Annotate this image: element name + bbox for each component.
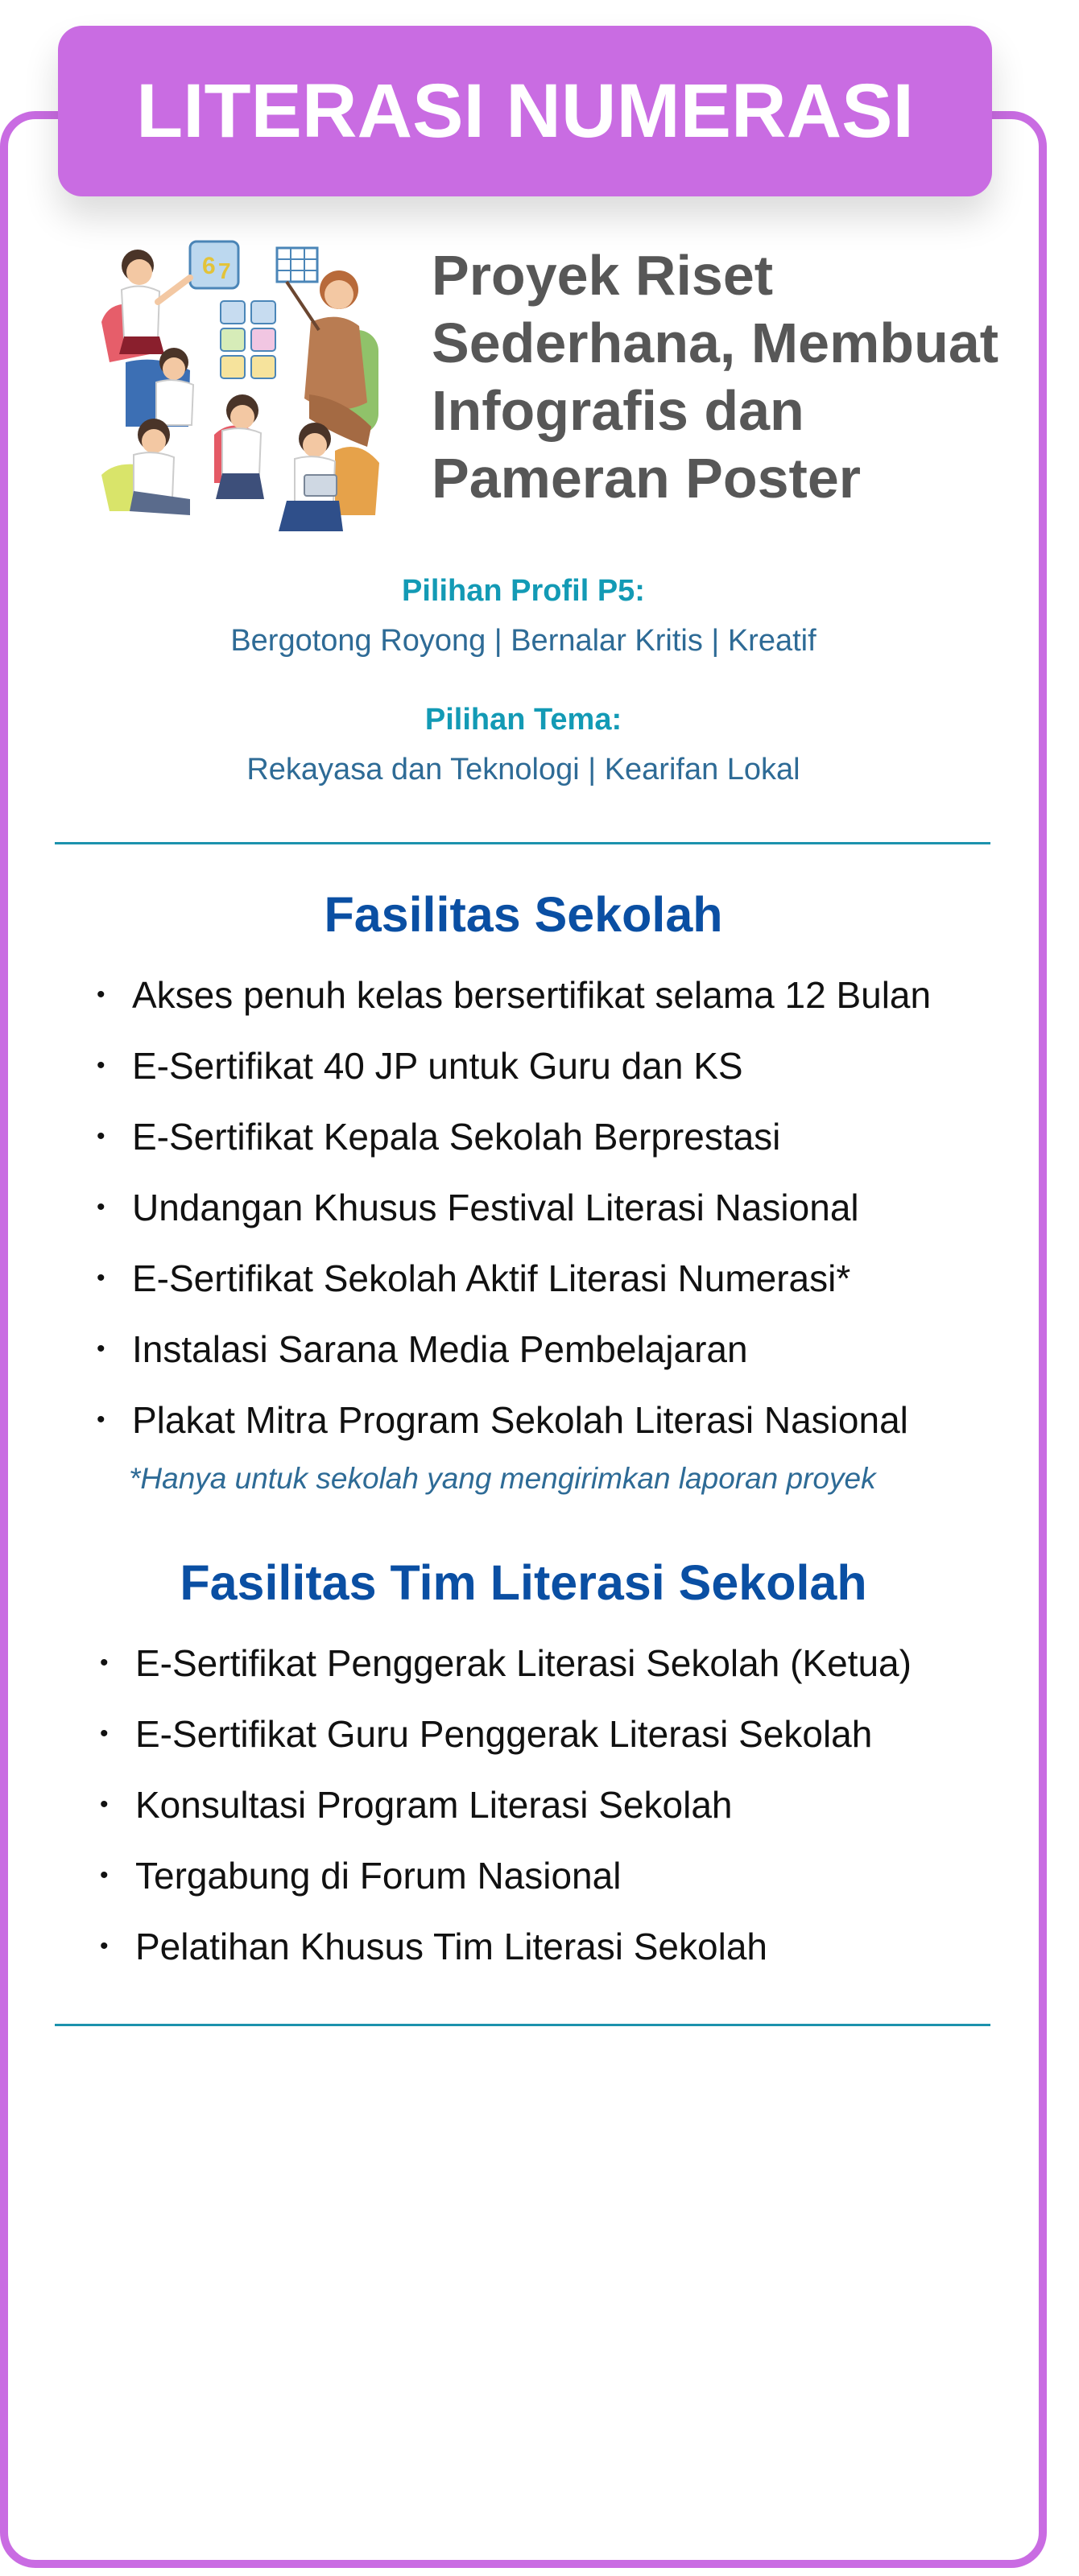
list-item-text: E-Sertifikat 40 JP untuk Guru dan KS [132,1045,743,1087]
list-item [97,1030,931,1101]
project-title [432,242,1044,512]
list-item-text: Akses penuh kelas bersertifikat selama 12 Bulan [132,974,932,1016]
project-title-line: Pameran Poster [432,447,862,510]
list-item-text: E-Sertifikat Sekolah Aktif Literasi Numerasi* [132,1257,851,1299]
bullet-dot: • [100,1720,109,1747]
profile-p5-label: Pilihan Profil P5: [402,574,645,608]
bullet-dot: • [97,1194,105,1220]
list-item [100,1840,912,1911]
fasilitas-tim-title: Fasilitas Tim Literasi Sekolah [180,1555,867,1610]
tema-value: Rekayasa dan Teknologi | Kearifan Lokal [246,753,800,786]
list-item-text: Plakat Mitra Program Sekolah Literasi Nasional [132,1399,908,1441]
list-item [97,1172,931,1243]
bullet-dot: • [100,1791,109,1818]
list-item-text: Konsultasi Program Literasi Sekolah [135,1784,733,1826]
tema-label: Pilihan Tema: [424,703,622,737]
list-item [97,1385,931,1455]
svg-text:7: 7 [218,258,231,283]
list-item [97,1314,931,1385]
list-item [100,1699,912,1769]
list-item-text: Tergabung di Forum Nasional [135,1855,622,1897]
list-item-text: Instalasi Sarana Media Pembelajaran [132,1328,748,1370]
title-banner [58,26,992,196]
bullet-dot: • [97,981,105,1008]
project-title-line: Proyek Riset [432,244,774,307]
list-item-text: Pelatihan Khusus Tim Literasi Sekolah [135,1926,767,1967]
fasilitas-tim-list [100,1628,912,1982]
profile-p5-value: Bergotong Royong | Bernalar Kritis | Kreatif [230,624,816,658]
fasilitas-sekolah-list [97,960,931,1455]
project-title-line: Infografis dan [432,379,804,442]
bullet-dot: • [97,1265,105,1291]
section-divider [55,842,990,844]
list-item-text: E-Sertifikat Kepala Sekolah Berprestasi [132,1116,781,1158]
tema-block [0,699,1047,792]
bullet-dot: • [100,1862,109,1889]
bullet-dot: • [97,1406,105,1433]
bullet-dot: • [97,1123,105,1150]
list-item-text: Undangan Khusus Festival Literasi Nasional [132,1187,859,1228]
students-learning-numeracy-illustration [93,233,407,547]
svg-text:6: 6 [202,253,216,279]
list-item [100,1911,912,1982]
bullet-dot: • [97,1052,105,1079]
list-item [100,1628,912,1699]
banner-title: LITERASI NUMERASI [136,68,914,154]
bullet-dot: • [100,1649,109,1676]
list-item-text: E-Sertifikat Guru Penggerak Literasi Sekolah [135,1713,873,1755]
list-item [97,1101,931,1172]
fasilitas-sekolah-title: Fasilitas Sekolah [324,887,723,942]
project-title-line: Sederhana, Membuat [432,312,999,374]
fasilitas-footnote: *Hanya untuk sekolah yang mengirimkan laporan proyek [129,1462,876,1495]
section-divider [55,2024,990,2026]
list-item [97,960,931,1030]
list-item [100,1769,912,1840]
bullet-dot: • [100,1933,109,1959]
list-item-text: E-Sertifikat Penggerak Literasi Sekolah (Ketua) [135,1642,912,1684]
profile-p5-block [0,570,1047,663]
bullet-dot: • [97,1335,105,1362]
list-item [97,1243,931,1314]
